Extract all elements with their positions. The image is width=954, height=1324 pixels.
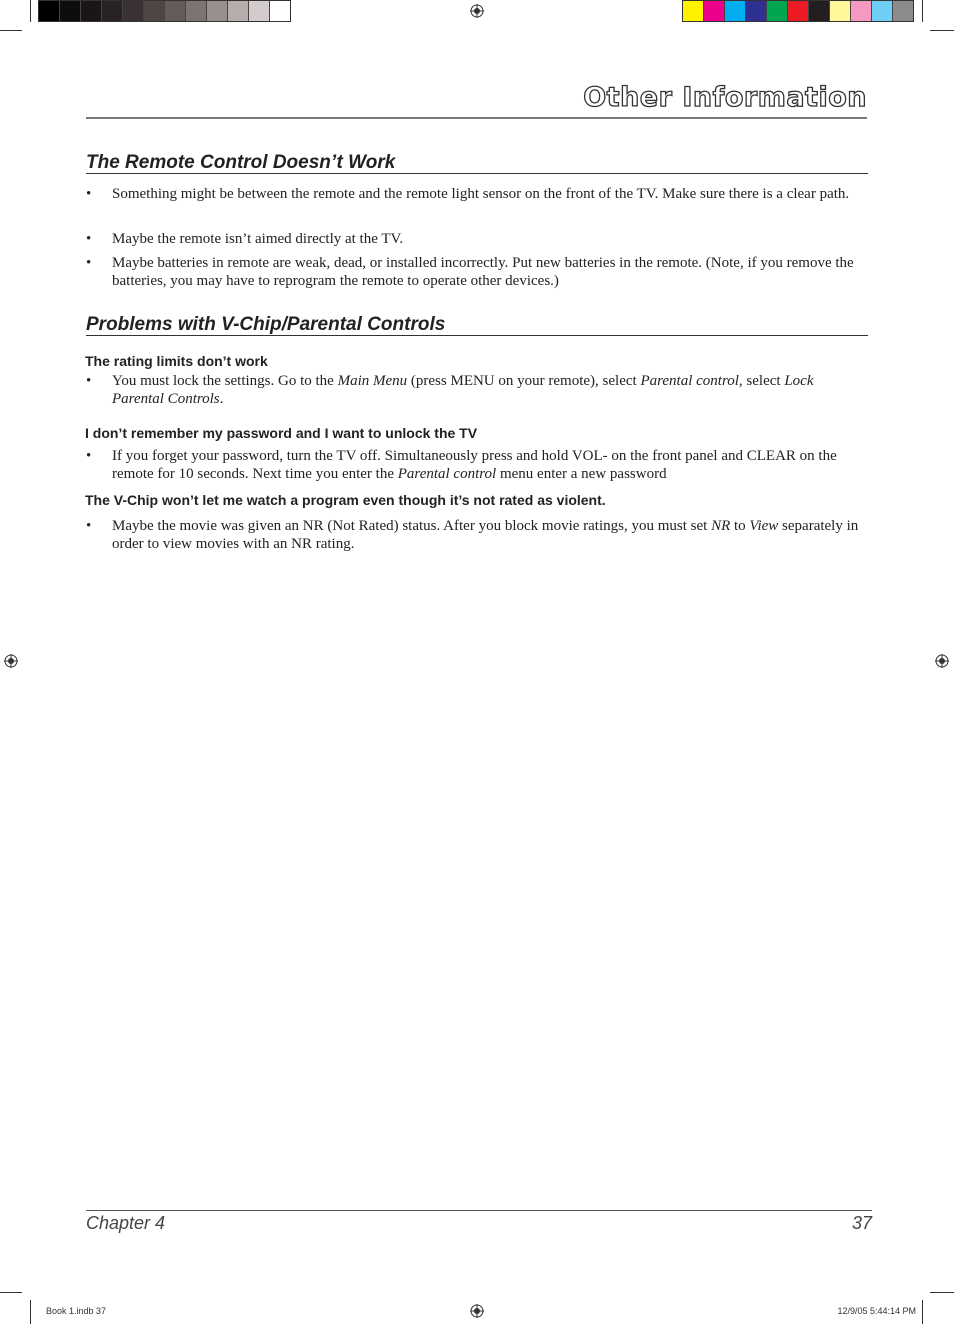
grayscale-color-bar <box>38 0 291 22</box>
bullet: • <box>86 255 92 271</box>
bullet: • <box>86 518 92 534</box>
color-swatch <box>704 1 725 21</box>
menu-name: Parental control <box>397 466 497 482</box>
color-swatch <box>725 1 746 21</box>
registration-mark-left-icon <box>4 654 18 668</box>
color-swatch <box>788 1 809 21</box>
menu-name: Lock Parental Controls <box>112 373 814 407</box>
color-swatch <box>123 1 144 21</box>
list-item-text: Maybe batteries in remote are weak, dead, or installed incorrectly. Put new batteries in the remote. (Note, if you remove the batteries, you may have to reprogram the remote to operate other devices.) <box>112 255 854 289</box>
footer-rule <box>86 1210 872 1211</box>
color-swatch <box>830 1 851 21</box>
section-heading-vchip: Problems with V-Chip/Parental Controls <box>86 314 446 335</box>
slug-timestamp: 12/9/05 5:44:14 PM <box>837 1306 916 1316</box>
color-swatch <box>746 1 767 21</box>
color-swatch <box>186 1 207 21</box>
color-swatch <box>81 1 102 21</box>
color-swatch <box>809 1 830 21</box>
color-swatch <box>767 1 788 21</box>
bullet: • <box>86 231 92 247</box>
crop-mark-bottom-right-v <box>922 1300 923 1324</box>
section-heading-remote: The Remote Control Doesn’t Work <box>86 152 396 173</box>
subheading-vchip-block: The V-Chip won’t let me watch a program even though it’s not rated as violent. <box>85 492 606 508</box>
chapter-label: Chapter 4 <box>86 1213 166 1233</box>
bullet: • <box>86 373 92 389</box>
list-item-text: Something might be between the remote and the remote light sensor on the front of the TV. Make sure there is a clear path. <box>112 186 850 202</box>
process-color-bar <box>682 0 914 22</box>
crop-mark-top-right-h <box>930 30 954 31</box>
subheading-forgot-password: I don’t remember my password and I want to unlock the TV <box>85 425 478 441</box>
crop-mark-bottom-left-h <box>0 1292 22 1293</box>
setting-name: View <box>749 518 779 534</box>
rating-name: NR <box>711 518 731 534</box>
slug-file-info: Book 1.indb 37 <box>46 1306 107 1316</box>
color-swatch <box>207 1 228 21</box>
color-swatch <box>683 1 704 21</box>
subheading-rating-limits: The rating limits don’t work <box>85 353 268 369</box>
page-title: Other Information <box>583 82 867 113</box>
crop-mark-bottom-left-v <box>30 1300 31 1324</box>
crop-mark-top-right-v <box>922 0 923 22</box>
list-item-text: Maybe the movie was given an NR (Not Rated) status. After you block movie ratings, you must set NR to View separately in order to view movies with an NR rating. <box>112 518 859 552</box>
page-number: 37 <box>851 1213 872 1233</box>
color-swatch <box>102 1 123 21</box>
bullet: • <box>86 186 92 202</box>
color-swatch <box>144 1 165 21</box>
list-item-text: Maybe the remote isn’t aimed directly at the TV. <box>112 231 404 247</box>
crop-mark-top-left-v <box>30 0 31 22</box>
menu-name: Parental control <box>640 373 739 389</box>
color-swatch <box>893 1 913 21</box>
section-rule-vchip <box>86 335 868 336</box>
color-swatch <box>872 1 893 21</box>
bullet: • <box>86 448 92 464</box>
list-item-text: You must lock the settings. Go to the Main Menu (press MENU on your remote), select Parental control, select Lock Parental Controls. <box>112 373 814 407</box>
color-swatch <box>165 1 186 21</box>
color-swatch <box>249 1 270 21</box>
section-rule-remote <box>86 173 868 174</box>
list-item-text: If you forget your password, turn the TV off. Simultaneously press and hold VOL- on the front panel and CLEAR on the remote for 10 seconds. Next time you enter the Parental control menu enter a new password <box>112 448 837 482</box>
color-swatch <box>851 1 872 21</box>
crop-mark-bottom-right-h <box>930 1292 954 1293</box>
registration-mark-bottom-icon <box>470 1304 484 1318</box>
registration-mark-right-icon <box>935 654 949 668</box>
color-swatch <box>39 1 60 21</box>
menu-name: Main Menu <box>337 373 408 389</box>
color-swatch <box>60 1 81 21</box>
crop-mark-top-left-h <box>0 30 22 31</box>
color-swatch <box>228 1 249 21</box>
color-swatch <box>270 1 290 21</box>
registration-mark-top-icon <box>470 4 484 18</box>
title-rule <box>86 117 867 119</box>
